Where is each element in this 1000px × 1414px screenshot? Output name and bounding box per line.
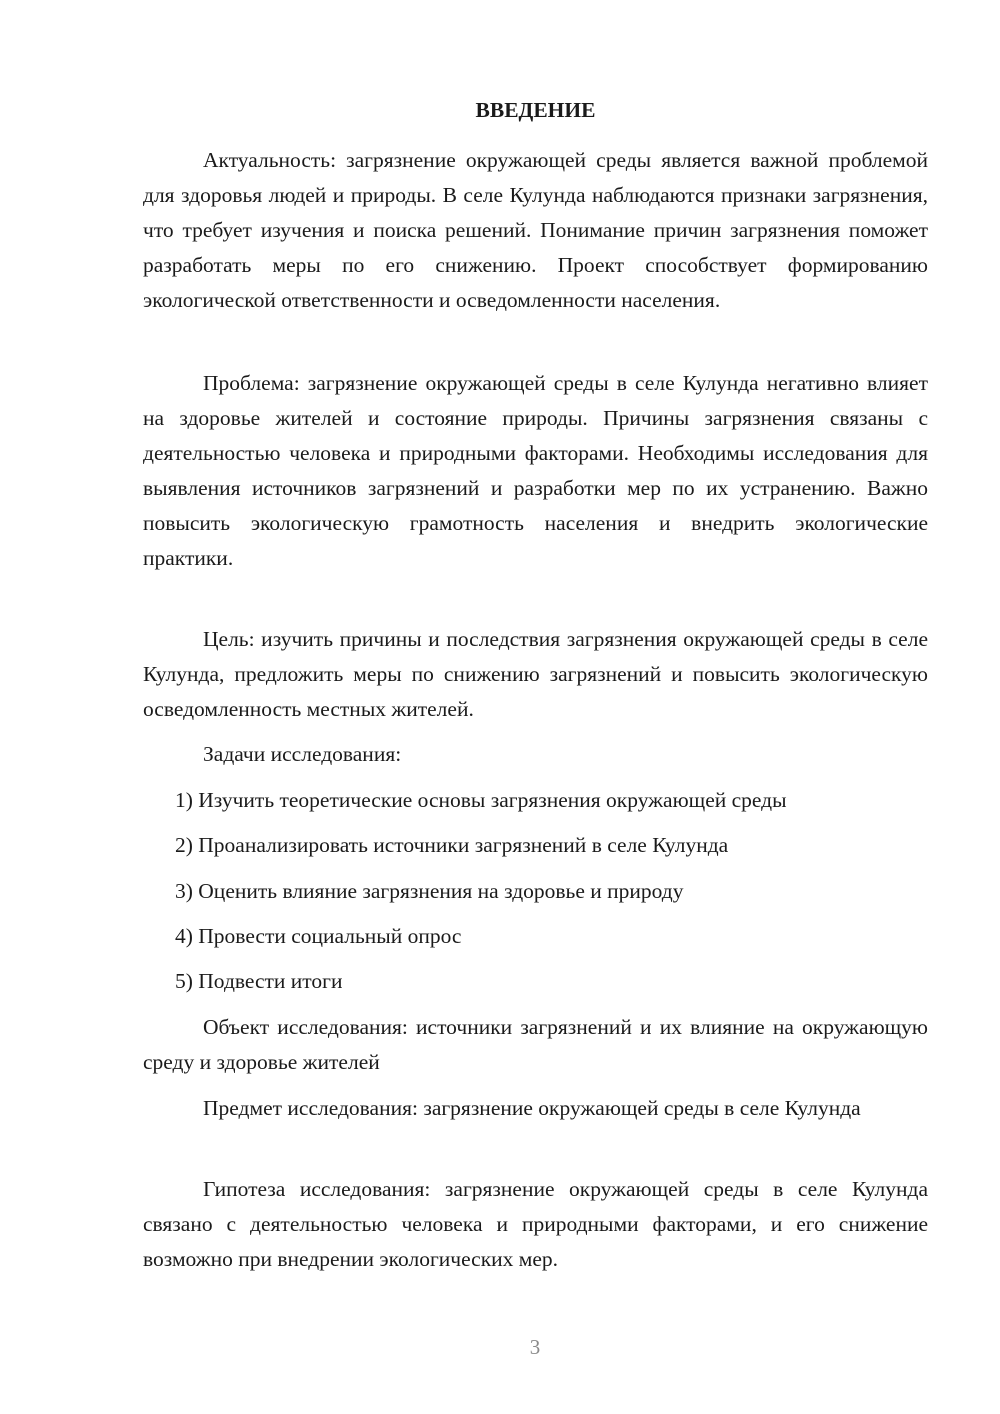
tasks-heading: Задачи исследования:: [203, 742, 402, 766]
paragraph-problem: Проблема: загрязнение окружающей среды в селе Кулунда негативно влияет на здоровье жителей и состояние природы. Причины загрязнения связаны с деятельностью человека и природными факторами. Необходимы исследования для выявления источников загрязнений и разработки мер по их устранению. Важно повысить экологическую грамотность населения и внедрить экологические практики.: [143, 371, 928, 570]
page-title: ВВЕДЕНИЕ: [475, 98, 596, 122]
list-item: 1) Изучить теоретические основы загрязнения окружающей среды: [175, 788, 787, 812]
paragraph-relevance: Актуальность: загрязнение окружающей среды является важной проблемой для здоровья людей и природы. В селе Кулунда наблюдаются признаки загрязнения, что требует изучения и поиска решений. Понимание причин загрязнения поможет разработать меры по его снижению. Проект способствует формированию экологической ответственности и осведомленности населения.: [143, 148, 928, 312]
paragraph-subject: Предмет исследования: загрязнение окружающей среды в селе Кулунда: [203, 1096, 861, 1120]
list-item: 2) Проанализировать источники загрязнений в селе Кулунда: [175, 833, 729, 857]
paragraph-goal: Цель: изучить причины и последствия загрязнения окружающей среды в селе Кулунда, предложить меры по снижению загрязнений и повысить экологическую осведомленность местных жителей.: [143, 627, 928, 721]
page-number: 3: [529, 1335, 541, 1359]
list-item: 4) Провести социальный опрос: [175, 924, 462, 948]
paragraph-hypothesis: Гипотеза исследования: загрязнение окружающей среды в селе Кулунда связано с деятельностью человека и природными факторами, и его снижение возможно при внедрении экологических мер.: [143, 1177, 928, 1271]
list-item: 3) Оценить влияние загрязнения на здоровье и природу: [175, 879, 684, 903]
paragraph-object: Объект исследования: источники загрязнений и их влияние на окружающую среду и здоровье жителей: [143, 1015, 928, 1074]
list-item: 5) Подвести итоги: [175, 969, 343, 993]
